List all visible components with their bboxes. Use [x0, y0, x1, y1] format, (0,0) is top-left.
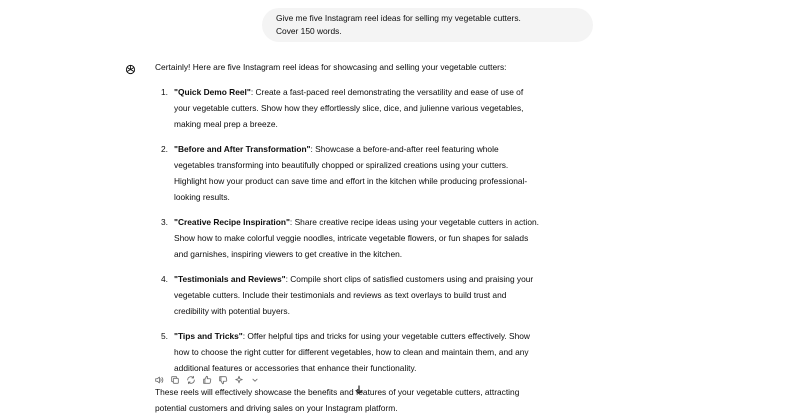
idea-text: vegetable cutters. Include their testimonials and reviews as text overlays to build trust and [174, 290, 507, 300]
list-number: 4. [161, 274, 168, 284]
idea-text: : Offer helpful tips and tricks for using your vegetable cutters effectively. Show [242, 331, 530, 341]
sparkle-model-icon[interactable] [234, 375, 244, 385]
idea-text: : Create a fast-paced reel demonstrating the versatility and ease of use of [250, 87, 524, 97]
idea-text: additional features or accessories that enhance their functionality. [174, 363, 417, 373]
response-outro [155, 384, 605, 416]
chevron-down-icon[interactable] [250, 375, 260, 385]
idea-text: how to choose the right cutter for different vegetables, how to clean and maintain them, and any [174, 347, 529, 357]
response-intro: Certainly! Here are five Instagram reel ideas for showcasing and selling your vegetable cutters: [155, 62, 507, 72]
list-number: 5. [161, 331, 168, 341]
idea-text: vegetables transforming into beautifully chopped or spiralized creations using your cutters. [174, 160, 509, 170]
idea-text: and garnishes, inspiring viewers to get creative in the kitchen. [174, 249, 403, 259]
idea-text: making meal prep a breeze. [174, 119, 278, 129]
assistant-logo-icon [125, 62, 136, 73]
copy-icon[interactable] [170, 375, 180, 385]
idea-text: your vegetable cutters. Show how they effortlessly slice, dice, and julienne various vegetables, [174, 103, 524, 113]
thumbs-up-icon[interactable] [202, 375, 212, 385]
user-message-line: Cover 150 words. [276, 26, 342, 36]
idea-title: "Testimonials and Reviews" [174, 274, 286, 284]
idea-title: "Tips and Tricks" [174, 331, 243, 341]
thumbs-down-icon[interactable] [218, 375, 228, 385]
list-item [155, 328, 605, 376]
list-item [155, 214, 605, 262]
scroll-down-arrow-icon[interactable] [353, 384, 365, 396]
idea-title: "Quick Demo Reel" [174, 87, 251, 97]
list-item [155, 84, 605, 132]
list-number: 1. [161, 87, 168, 97]
list-number: 2. [161, 144, 168, 154]
idea-title: "Creative Recipe Inspiration" [174, 217, 290, 227]
message-actions [154, 374, 260, 386]
idea-text: Show how to make colorful veggie noodles, intricate vegetable flowers, or fun shapes for salads [174, 233, 529, 243]
idea-text: Highlight how your product can save time and effort in the kitchen while producing professional- [174, 176, 528, 186]
regenerate-icon[interactable] [186, 375, 196, 385]
list-item [155, 141, 605, 205]
speaker-icon[interactable] [154, 375, 164, 385]
idea-title: "Before and After Transformation" [174, 144, 311, 154]
idea-text: looking results. [174, 192, 230, 202]
list-item [155, 271, 605, 319]
list-number: 3. [161, 217, 168, 227]
user-message-bubble [262, 8, 593, 42]
ideas-list [155, 84, 605, 376]
idea-text: : Share creative recipe ideas using your vegetable cutters in action. [289, 217, 539, 227]
idea-text: : Showcase a before-and-after reel featuring whole [310, 144, 499, 154]
idea-text: : Compile short clips of satisfied customers using and praising your [285, 274, 534, 284]
user-message-line: Give me five Instagram reel ideas for selling my vegetable cutters. [276, 13, 521, 23]
outro-line: potential customers and driving sales on your Instagram platform. [155, 403, 398, 413]
idea-text: credibility with potential buyers. [174, 306, 290, 316]
outro-line: These reels will effectively showcase the benefits and features of your vegetable cutters, attracting [155, 387, 520, 397]
assistant-response [155, 59, 605, 416]
